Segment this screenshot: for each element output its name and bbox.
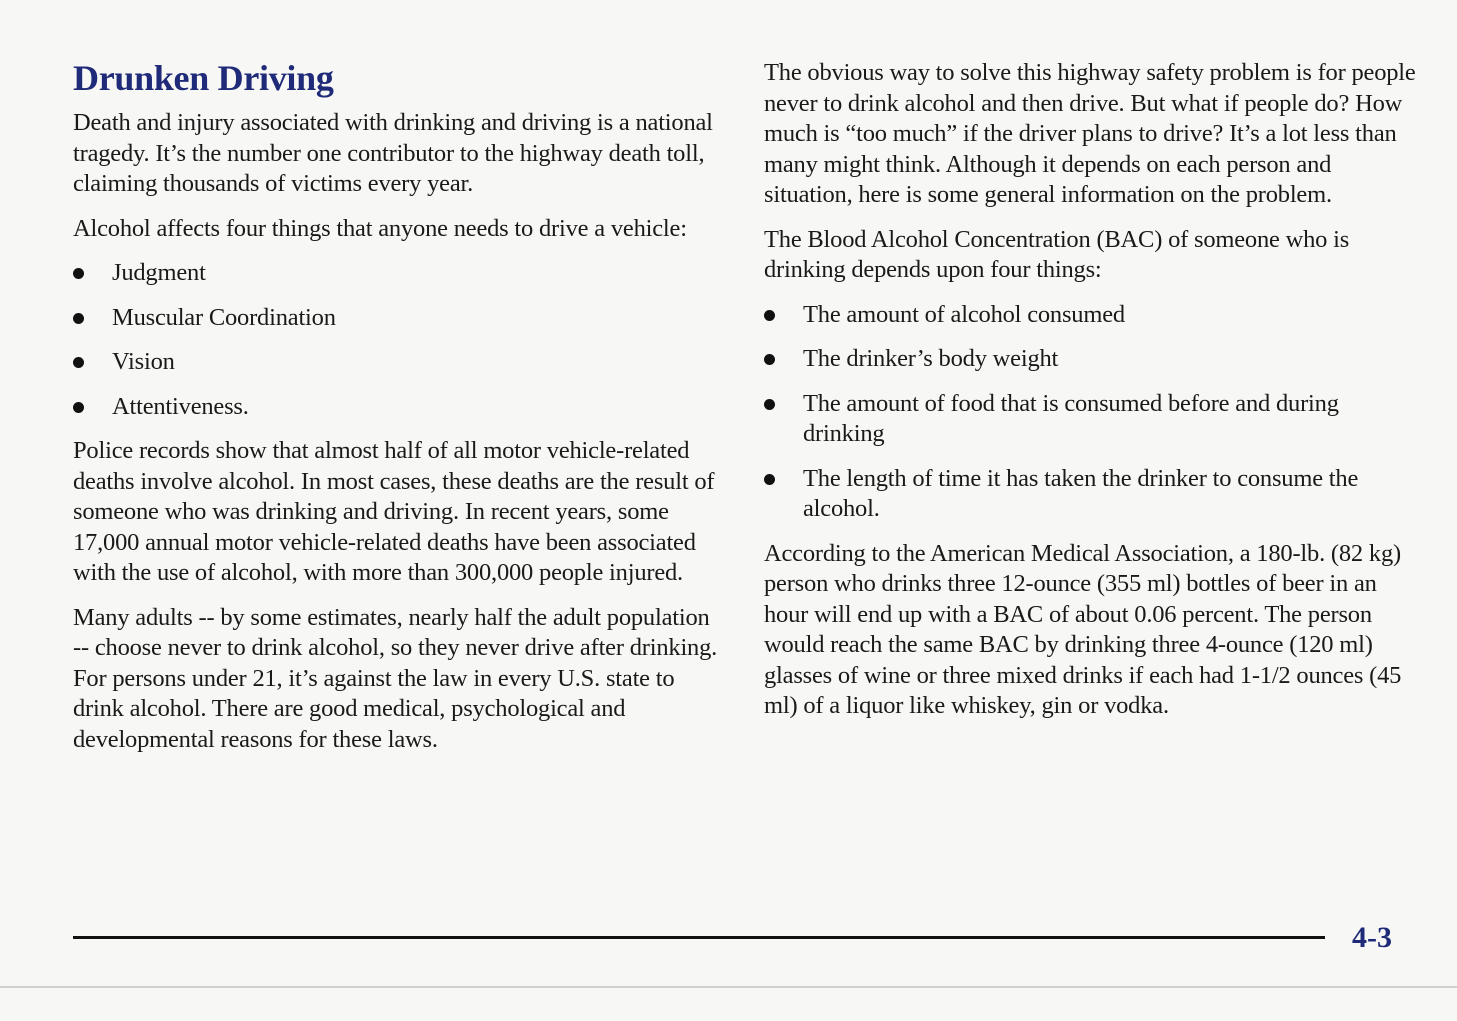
list-item-text: The amount of food that is consumed before and during drinking [803, 389, 1339, 447]
obvious-way-paragraph: The obvious way to solve this highway safety problem is for people never to drink alcohol and then drive. But what if people do? How much is “too much” if the driver plans to drive? It’s a lot less than many might think. Although it depends on each person and situation, here is some general information on the problem. [764, 59, 1416, 208]
left-column [73, 58, 723, 769]
list-item [73, 347, 723, 378]
bullet-icon [764, 354, 775, 365]
footer-rule [73, 936, 1325, 939]
right-column [764, 58, 1424, 736]
list-item [764, 389, 1424, 450]
list-item [73, 392, 723, 423]
list-item-text: Attentiveness. [112, 392, 249, 420]
many-adults-paragraph: Many adults -- by some estimates, nearly half the adult population -- choose never to drink alcohol, so they never drive after drinking. For persons under 21, it’s against the law in every U.S. state to drink alcohol. There are good medical, psychological and developmental reasons for these laws. [73, 603, 718, 753]
list-item-text: Judgment [112, 259, 206, 286]
bullet-icon [764, 310, 775, 321]
list-item-text: The drinker’s body weight [803, 345, 1059, 372]
bullet-icon [73, 313, 84, 324]
page-number: 4-3 [1352, 921, 1392, 954]
list-item [73, 258, 723, 289]
bullet-icon [73, 268, 84, 279]
bac-paragraph: The Blood Alcohol Concentration (BAC) of someone who is drinking depends upon four things: [764, 225, 1350, 283]
bullet-icon [73, 357, 84, 368]
ama-paragraph: According to the American Medical Association, a 180-lb. (82 kg) person who drinks three 12-ounce (355 ml) bottles of beer in an hour will end up with a BAC of about 0.06 percent. The person would reach the same BAC by drinking three 4-ounce (120 ml) glasses of wine or three mixed drinks if each had 1-1/2 ounces (45 ml) of a liquor like whiskey, gin or vodka. [764, 539, 1402, 719]
page-title: Drunken Driving [73, 58, 334, 98]
list-item-text: Muscular Coordination [112, 303, 336, 331]
page-edge-divider [0, 986, 1457, 988]
bullet-icon [764, 474, 775, 485]
police-records-paragraph: Police records show that almost half of all motor vehicle-related deaths involve alcohol. In most cases, these deaths are the result of someone who was drinking and driving. In recent years, some 17,000 annual motor vehicle-related deaths have been associated with the use of alcohol, with more than 300,000 people injured. [73, 437, 715, 586]
bullet-icon [764, 399, 775, 410]
list-item [764, 464, 1424, 525]
alcohol-affects-paragraph: Alcohol affects four things that anyone needs to drive a vehicle: [73, 214, 687, 242]
intro-paragraph: Death and injury associated with drinking and driving is a national tragedy. It’s the number one contributor to the highway death toll, claiming thousands of victims every year. [73, 109, 713, 197]
bullet-icon [73, 402, 84, 413]
list-item [764, 300, 1424, 331]
list-item-text: Vision [112, 348, 175, 375]
list-item [764, 344, 1424, 375]
list-item [73, 303, 723, 334]
list-item-text: The amount of alcohol consumed [803, 300, 1125, 328]
list-item-text: The length of time it has taken the drinker to consume the alcohol. [803, 464, 1359, 522]
bac-factors-list [764, 300, 1424, 525]
affects-list [73, 258, 723, 422]
